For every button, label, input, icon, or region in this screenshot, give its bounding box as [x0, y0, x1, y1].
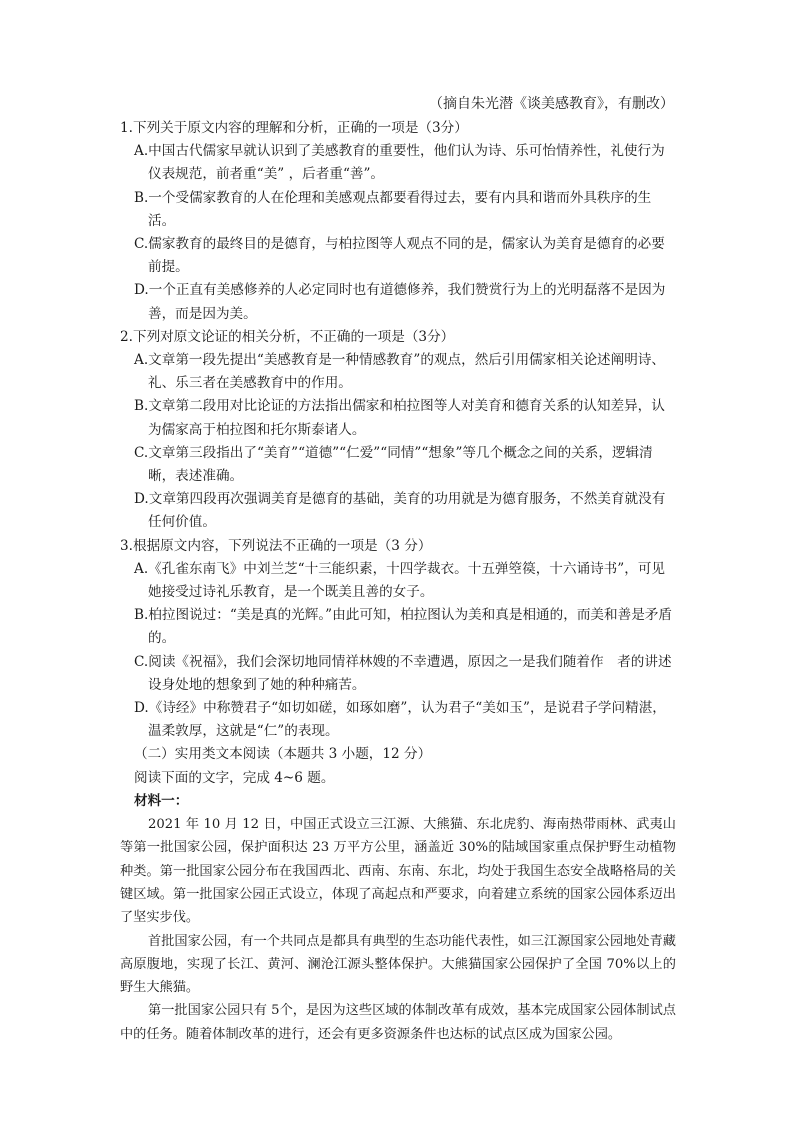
material-paragraph: 首批国家公园，有一个共同点是都具有典型的生态功能代表性，如三江源国家公园地处青藏高原腹地，实现了长江、黄河、澜沧江源头整体保护。大熊猫国家公园保护了全国 70%以上的野生大熊猫。 — [120, 933, 676, 996]
option-a: A.文章第一段先提出“美感教育是一种情感教育”的观点，然后引用儒家相关论述阐明诗、礼、乐三者在美感教育中的作用。 — [134, 352, 666, 392]
material-paragraph: 第一批国家公园只有 5个，是因为这些区域的体制改革有成效，基本完成国家公园体制试点中的任务。随着体制改革的进行，还会有更多资源条件也达标的试点区成为国家公园。 — [120, 1003, 676, 1042]
option-c: C.文章第三段指出了“美育”“道德”“仁爱”“同情”“想象”等几个概念之间的关系，逻辑清晰，表述准确。 — [134, 444, 653, 485]
material-label: 材料一： — [134, 792, 189, 809]
question-3 — [120, 535, 676, 744]
section-instruction: 阅读下面的文字，完成 4~6 题。 — [134, 769, 335, 786]
option-b: B.一个受儒家教育的人在伦理和美感观点都要看得过去，要有内具和谐而外具秩序的生活。 — [134, 189, 652, 229]
section-2 — [120, 743, 676, 1046]
question-stem: 2.下列对原文论证的相关分析，不正确的一项是（3分） — [120, 328, 455, 345]
option-d: D.文章第四段再次强调美育是德育的基础，美育的功用就是为德育服务，不然美育就没有任何价值。 — [134, 491, 666, 531]
option-d: D.《诗经》中称赞君子“如切如磋，如琢如磨”，认为君子“美如玉”，是说君子学问精湛，温柔敦厚，这就是“仁”的表现。 — [134, 700, 666, 740]
option-c: C.儒家教育的最终目的是德育，与柏拉图等人观点不同的是，儒家认为美育是德育的必要前提。 — [134, 236, 665, 276]
section-heading: （二）实用类文本阅读（本题共 3 小题，12 分） — [134, 746, 432, 763]
question-stem: 3.根据原文内容，下列说法不正确的一项是（3 分） — [120, 537, 432, 554]
option-b: B.柏拉图说过：“美是真的光辉。”由此可知，柏拉图认为美和真是相通的，而美和善是矛盾的。 — [134, 607, 672, 647]
option-c: C.阅读《祝福》，我们会深切地同情祥林嫂的不幸遭遇，原因之一是我们随着作 者的讲述设身处地的想象到了她的种种痛苦。 — [134, 653, 672, 693]
option-a: A.中国古代儒家早就认识到了美感教育的重要性，他们认为诗、乐可怡情养性，礼使行为仪表规范，前者重“美” ，后者重“善”。 — [134, 143, 665, 183]
question-stem: 1.下列关于原文内容的理解和分析，正确的一项是（3分） — [120, 120, 468, 136]
exam-content — [120, 117, 676, 1046]
question-1 — [120, 117, 676, 326]
source-note: （摘自朱光潜《谈美感教育》，有删改） — [429, 96, 674, 112]
material-paragraph: 2021 年 10 月 12 日，中国正式设立三江源、大熊猫、东北虎豹、海南热带雨林、武夷山等第一批国家公园，保护面积达 23 万平方公里，涵盖近 30%的陆域国家重点保护野生动植物种类。第一批国家公园分布在我国西北、西南、东南、东北，均处于我国生态安全战略格局的关键区域。第一批国家公园正式设立，体现了高起点和严要求，向着建立系统的国家公园体系迈出了坚实步伐。 — [120, 817, 676, 926]
option-a: A.《孔雀东南飞》中刘兰芝“十三能织素，十四学裁衣。十五弹箜篌，十六诵诗书”，可见她接受过诗礼乐教育，是一个既美且善的女子。 — [134, 560, 666, 601]
option-d: D.一个正直有美感修养的人必定同时也有道德修养，我们赞赏行为上的光明磊落不是因为善，而是因为美。 — [134, 282, 666, 322]
question-2 — [120, 326, 676, 535]
option-b: B.文章第二段用对比论证的方法指出儒家和柏拉图等人对美育和德育关系的认知差异，认为儒家高于柏拉图和托尔斯泰诸人。 — [134, 398, 665, 438]
